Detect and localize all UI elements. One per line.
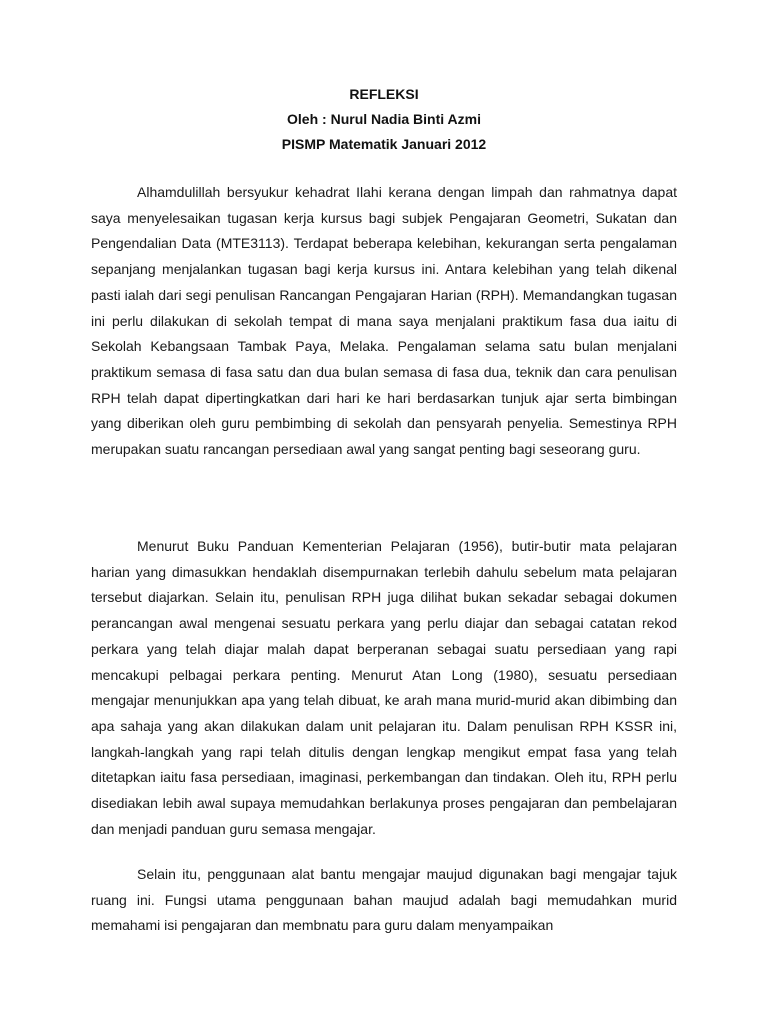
- paragraph-3: Selain itu, penggunaan alat bantu mengajar maujud digunakan bagi mengajar tajuk ruang ini. Fungsi utama penggunaan bahan maujud adalah bagi memudahkan murid memahami isi pengajaran dan membnatu para guru dalam menyampaikan: [91, 866, 677, 934]
- program-line: PISMP Matematik Januari 2012: [281, 136, 487, 152]
- paragraph-1: Alhamdulillah bersyukur kehadrat Ilahi kerana dengan limpah dan rahmatnya dapat saya menyelesaikan tugasan kerja kursus bagi subjek Pengajaran Geometri, Sukatan dan Pengendalian Data (MTE3113). Terdapat beberapa kelebihan, kekurangan serta pengalaman sepanjang menjalankan tugasan bagi kerja kursus ini. Antara kelebihan yang telah dikenal pasti ialah dari segi penulisan Rancangan Pengajaran Harian (RPH). Memandangkan tugasan ini perlu dilakukan di sekolah tempat di mana saya menjalani praktikum fasa dua iaitu di Sekolah Kebangsaan Tambak Paya, Melaka. Pengalaman selama satu bulan menjalani praktikum semasa di fasa satu dan dua bulan semasa di fasa dua, teknik dan cara penulisan RPH telah dapat dipertingkatkan dari hari ke hari berdasarkan tunjuk ajar serta bimbingan yang diberikan oleh guru pembimbing di sekolah dan pensyarah penyelia. Semestinya RPH merupakan suatu rancangan persediaan awal yang sangat penting bagi seseorang guru.: [91, 184, 677, 458]
- document-title: REFLEKSI: [349, 86, 419, 102]
- author-line: Oleh : Nurul Nadia Binti Azmi: [287, 111, 481, 127]
- paragraph-2: Menurut Buku Panduan Kementerian Pelajaran (1956), butir-butir mata pelajaran harian yang dimasukkan hendaklah disempurnakan terlebih dahulu sebelum mata pelajaran tersebut diajarkan. Selain itu, penulisan RPH juga dilihat bukan sekadar sebagai dokumen perancangan awal mengenai sesuatu perkara yang perlu diajar dan sebagai catatan rekod perkara yang telah diajar malah dapat berperanan sebagai suatu persediaan yang rapi mencakupi pelbagai perkara penting. Menurut Atan Long (1980), sesuatu persediaan mengajar menunjukkan apa yang telah dibuat, ke arah mana murid-murid akan dibimbing dan apa sahaja yang akan dilakukan dalam unit pelajaran itu. Dalam penulisan RPH KSSR ini, langkah-langkah yang rapi telah ditulis dengan lengkap mengikut empat fasa yang telah ditetapkan iaitu fasa persediaan, imaginasi, perkembangan dan tindakan. Oleh itu, RPH perlu disediakan lebih awal supaya memudahkan berlakunya proses pengajaran dan pembelajaran dan menjadi panduan guru semasa mengajar.: [91, 538, 677, 837]
